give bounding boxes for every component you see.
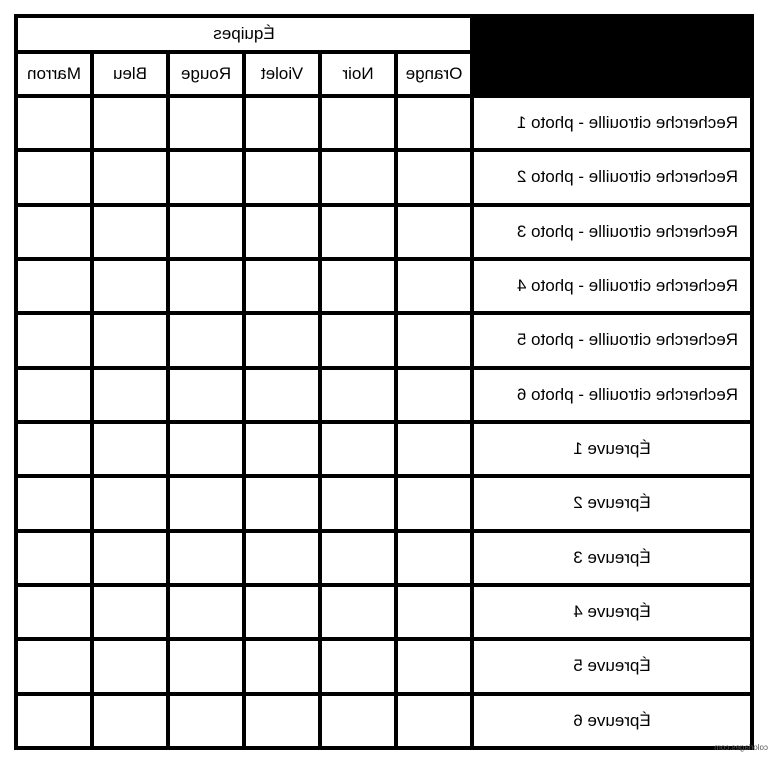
score-cell	[18, 207, 90, 257]
score-cell	[398, 315, 470, 365]
score-cell	[322, 696, 394, 746]
score-cell	[322, 152, 394, 202]
activity-label: Épreuve 2	[474, 478, 750, 528]
activity-label: Recherche citrouille - photo 5	[474, 315, 750, 365]
score-cell	[246, 533, 318, 583]
team-header-rouge: Rouge	[170, 54, 242, 94]
score-cell	[94, 478, 166, 528]
score-cell	[170, 261, 242, 311]
score-cell	[322, 533, 394, 583]
score-cell	[18, 98, 90, 148]
score-cell	[94, 424, 166, 474]
score-cell	[94, 533, 166, 583]
score-cell	[246, 370, 318, 420]
score-cell	[170, 696, 242, 746]
score-cell	[246, 315, 318, 365]
score-cell	[18, 261, 90, 311]
score-cell	[246, 424, 318, 474]
header-corner-block	[474, 18, 750, 94]
score-cell	[94, 207, 166, 257]
score-cell	[170, 641, 242, 691]
score-cell	[18, 641, 90, 691]
score-cell	[398, 207, 470, 257]
teams-header: Équipes	[18, 18, 470, 50]
score-cell	[322, 207, 394, 257]
score-cell	[18, 478, 90, 528]
score-cell	[322, 478, 394, 528]
score-cell	[246, 641, 318, 691]
score-cell	[170, 533, 242, 583]
activity-label: Recherche citrouille - photo 6	[474, 370, 750, 420]
score-cell	[322, 315, 394, 365]
activity-label: Épreuve 5	[474, 641, 750, 691]
score-cell	[18, 696, 90, 746]
score-cell	[18, 533, 90, 583]
score-cell	[94, 98, 166, 148]
score-cell	[94, 641, 166, 691]
score-cell	[398, 696, 470, 746]
score-cell	[246, 207, 318, 257]
score-cell	[246, 587, 318, 637]
score-cell	[94, 370, 166, 420]
score-cell	[170, 152, 242, 202]
score-cell	[170, 370, 242, 420]
score-cell	[170, 478, 242, 528]
team-header-noir: Noir	[322, 54, 394, 94]
team-header-violet: Violet	[246, 54, 318, 94]
score-cell	[322, 641, 394, 691]
score-cell	[246, 98, 318, 148]
score-cell	[398, 533, 470, 583]
score-cell	[322, 370, 394, 420]
score-cell	[398, 641, 470, 691]
score-cell	[322, 587, 394, 637]
score-cell	[398, 370, 470, 420]
score-cell	[398, 152, 470, 202]
activity-label: Épreuve 4	[474, 587, 750, 637]
score-cell	[170, 587, 242, 637]
score-cell	[398, 261, 470, 311]
score-cell	[246, 696, 318, 746]
activity-label: Recherche citrouille - photo 3	[474, 207, 750, 257]
score-cell	[18, 370, 90, 420]
score-cell	[18, 424, 90, 474]
score-cell	[18, 587, 90, 637]
score-cell	[170, 98, 242, 148]
activity-label: Recherche citrouille - photo 4	[474, 261, 750, 311]
score-cell	[170, 315, 242, 365]
activity-label: Recherche citrouille - photo 2	[474, 152, 750, 202]
score-cell	[94, 261, 166, 311]
score-cell	[94, 152, 166, 202]
score-cell	[398, 587, 470, 637]
activity-label: Épreuve 1	[474, 424, 750, 474]
score-cell	[94, 587, 166, 637]
watermark: coloriages.com	[714, 743, 768, 752]
team-header-marron: Marron	[18, 54, 90, 94]
score-cell	[246, 152, 318, 202]
score-cell	[246, 261, 318, 311]
team-header-bleu: Bleu	[94, 54, 166, 94]
score-cell	[18, 315, 90, 365]
score-cell	[322, 261, 394, 311]
score-cell	[398, 478, 470, 528]
team-header-orange: Orange	[398, 54, 470, 94]
score-cell	[170, 424, 242, 474]
score-table	[14, 14, 754, 750]
score-cell	[322, 98, 394, 148]
score-cell	[246, 478, 318, 528]
score-cell	[94, 315, 166, 365]
score-cell	[94, 696, 166, 746]
activity-label: Épreuve 6	[474, 696, 750, 746]
score-cell	[170, 207, 242, 257]
activity-label: Recherche citrouille - photo 1	[474, 98, 750, 148]
score-cell	[398, 424, 470, 474]
activity-label: Épreuve 3	[474, 533, 750, 583]
score-cell	[322, 424, 394, 474]
score-cell	[18, 152, 90, 202]
score-cell	[398, 98, 470, 148]
